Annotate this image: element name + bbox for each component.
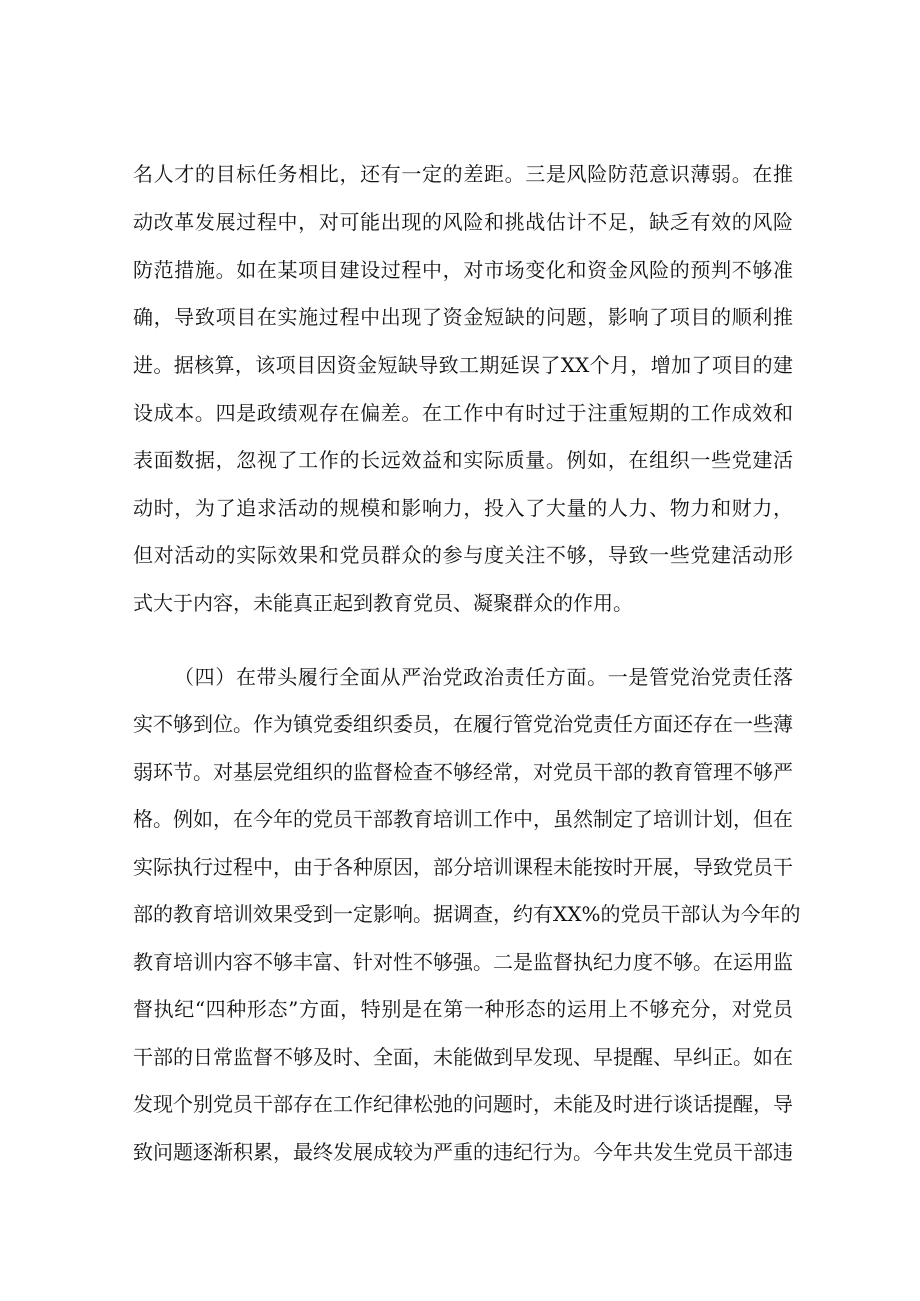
paragraph-line: 名人才的目标任务相比，还有一定的差距。三是风险防范意识薄弱。在推: [133, 162, 793, 186]
paragraph-line: 式大于内容，未能真正起到教育党员、凝聚群众的作用。: [133, 591, 633, 615]
paragraph-line: 格。例如，在今年的党员干部教育培训工作中，虽然制定了培训计划，但在: [133, 807, 793, 831]
paragraph-line: 发现个别党员干部存在工作纪律松弛的问题时，未能及时进行谈话提醒，导: [133, 1092, 793, 1116]
paragraph-line: 实不够到位。作为镇党委组织委员，在履行管党治党责任方面还存在一些薄: [133, 712, 793, 736]
paragraph-line: （四）在带头履行全面从严治党政治责任方面。一是管党治党责任落: [174, 665, 793, 689]
paragraph-line: 动改革发展过程中，对可能出现的风险和挑战估计不足，缺乏有效的风险: [133, 210, 793, 234]
paragraph-line: 设成本。四是政绩观存在偏差。在工作中有时过于注重短期的工作成效和: [133, 401, 793, 425]
paragraph-line: 教育培训内容不够丰富、针对性不够强。二是监督执纪力度不够。在运用监: [133, 950, 793, 974]
paragraph-line: 进。据核算，该项目因资金短缺导致工期延误了XX个月，增加了项目的建: [133, 353, 793, 377]
paragraph-line: 干部的日常监督不够及时、全面，未能做到早发现、早提醒、早纠正。如在: [133, 1045, 793, 1069]
paragraph-line: 确，导致项目在实施过程中出现了资金短缺的问题，影响了项目的顺利推: [133, 305, 793, 329]
paragraph-line: 防范措施。如在某项目建设过程中，对市场变化和资金风险的预判不够准: [133, 258, 793, 282]
paragraph-line: 但对活动的实际效果和党员群众的参与度关注不够，导致一些党建活动形: [133, 543, 793, 567]
paragraph-line: 动时，为了追求活动的规模和影响力，投入了大量的人力、物力和财力，: [133, 496, 793, 520]
paragraph-line: 部的教育培训效果受到一定影响。据调查，约有XX%的党员干部认为今年的: [133, 902, 801, 926]
paragraph-line: 弱环节。对基层党组织的监督检查不够经常，对党员干部的教育管理不够严: [133, 760, 793, 784]
paragraph-line: 实际执行过程中，由于各种原因，部分培训课程未能按时开展，导致党员干: [133, 855, 793, 879]
paragraph-line: 致问题逐渐积累，最终发展成较为严重的违纪行为。今年共发生党员干部违: [133, 1140, 793, 1164]
paragraph-line: 表面数据，忽视了工作的长远效益和实际质量。例如，在组织一些党建活: [133, 448, 793, 472]
paragraph-line: 督执纪“四种形态”方面，特别是在第一种形态的运用上不够充分，对党员: [133, 997, 793, 1021]
